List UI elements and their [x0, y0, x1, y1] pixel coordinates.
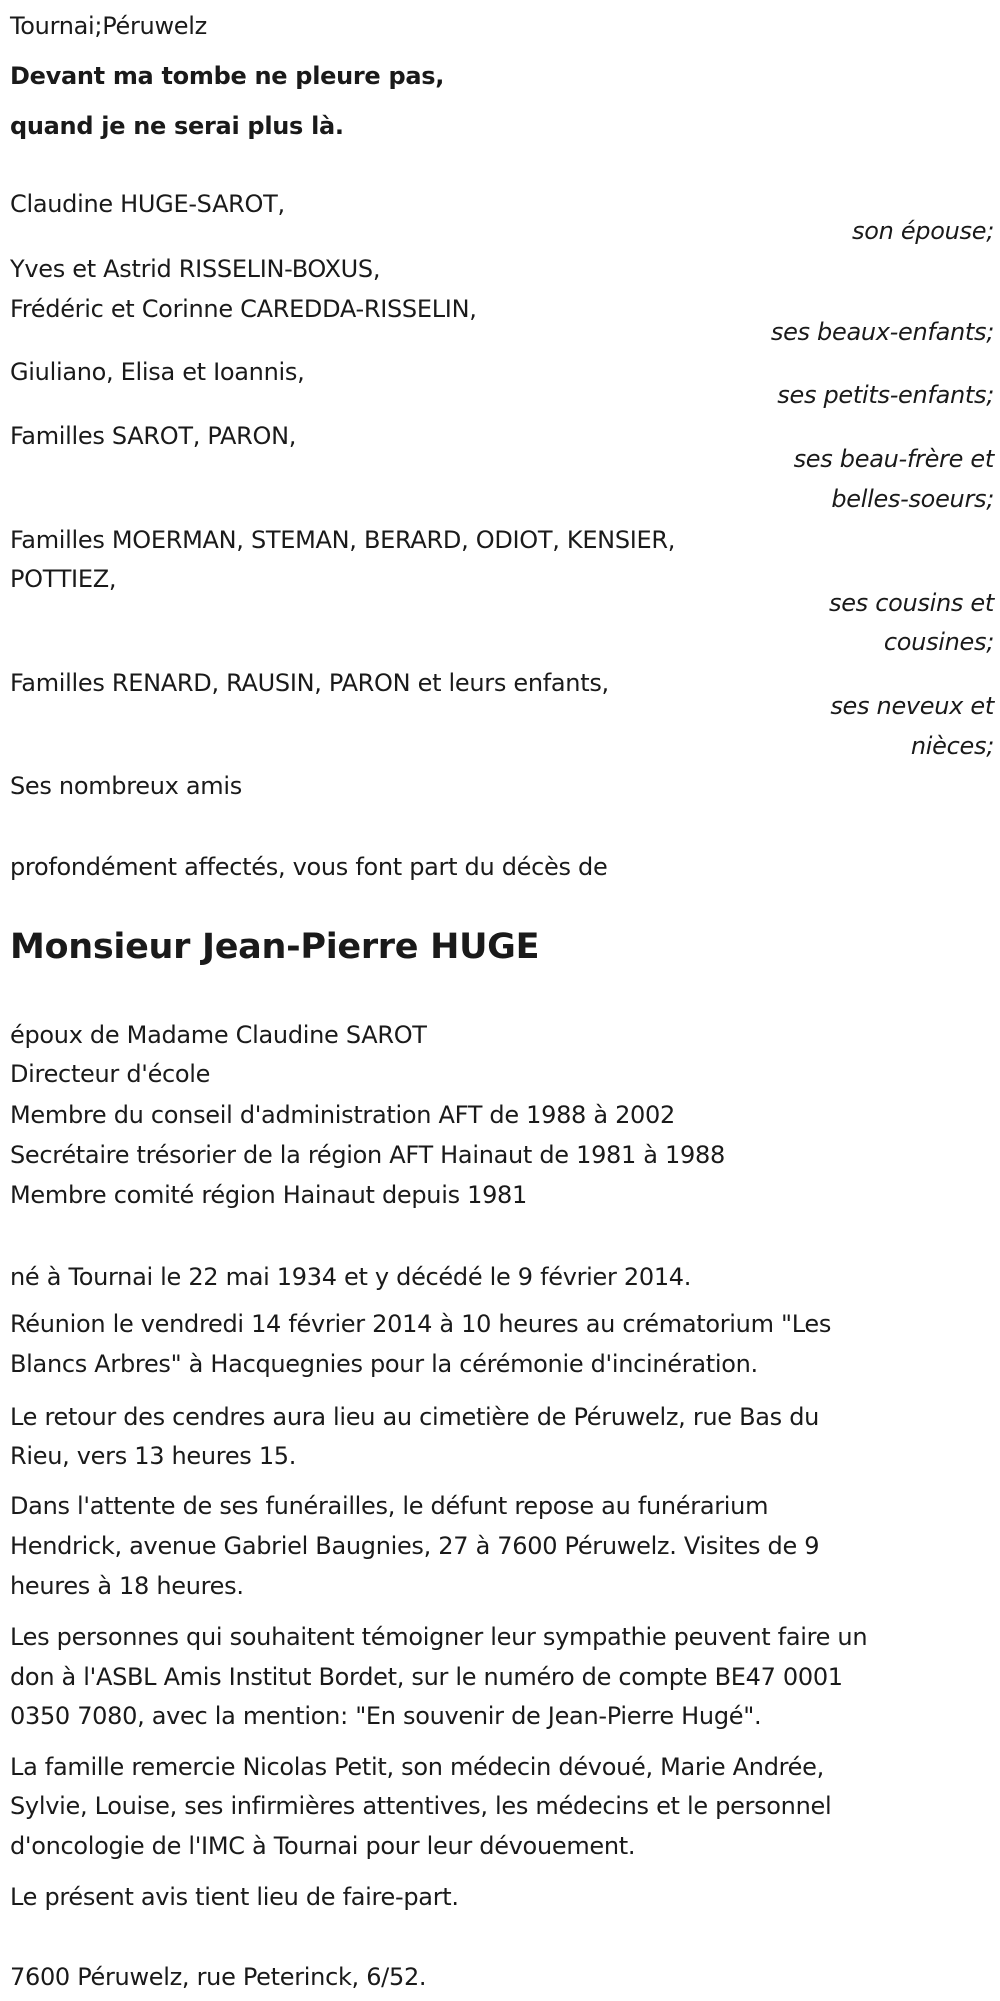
family-names: Claudine HUGE-SAROT,	[10, 190, 285, 218]
paragraph-line: heures à 18 heures.	[10, 1572, 244, 1600]
family-names: Familles SAROT, PARON,	[10, 422, 297, 450]
paragraph-line: Réunion le vendredi 14 février 2014 à 10 heures au crématorium "Les	[10, 1310, 832, 1338]
announcement: profondément affectés, vous font part du décès de	[10, 853, 608, 881]
birth-death: né à Tournai le 22 mai 1934 et y décédé le 9 février 2014.	[10, 1263, 692, 1291]
family-relation: cousines;	[883, 628, 994, 656]
paragraph-line: Le retour des cendres aura lieu au cimetière de Péruwelz, rue Bas du	[10, 1403, 820, 1431]
paragraph-line: Rieu, vers 13 heures 15.	[10, 1442, 297, 1470]
title-line: Membre comité région Hainaut depuis 1981	[10, 1181, 527, 1209]
family-relation: ses beaux-enfants;	[770, 318, 994, 346]
title-line: Membre du conseil d'administration AFT de 1988 à 2002	[10, 1101, 675, 1129]
poem-line: Devant ma tombe ne pleure pas,	[10, 62, 445, 90]
family-relation: nièces;	[910, 732, 994, 760]
family-names: Yves et Astrid RISSELIN-BOXUS,	[10, 255, 381, 283]
poem-line: quand je ne serai plus là.	[10, 112, 344, 140]
paragraph-line: 0350 7080, avec la mention: "En souvenir de Jean-Pierre Hugé".	[10, 1702, 762, 1730]
deceased-name: Monsieur Jean-Pierre HUGE	[10, 927, 540, 967]
family-relation: ses neveux et	[830, 692, 994, 720]
title-line: Directeur d'école	[10, 1060, 211, 1088]
family-names: Familles RENARD, RAUSIN, PARON et leurs enfants,	[10, 669, 609, 697]
family-relation: belles-soeurs;	[831, 485, 994, 513]
paragraph-line: Sylvie, Louise, ses infirmières attentives, les médecins et le personnel	[10, 1792, 832, 1820]
paragraph-line: Hendrick, avenue Gabriel Baugnies, 27 à 7600 Péruwelz. Visites de 9	[10, 1532, 820, 1560]
paragraph-line: don à l'ASBL Amis Institut Bordet, sur le numéro de compte BE47 0001	[10, 1663, 843, 1691]
family-names: Familles MOERMAN, STEMAN, BERARD, ODIOT, KENSIER,	[10, 526, 676, 554]
paragraph-line: Dans l'attente de ses funérailles, le défunt repose au funérarium	[10, 1492, 769, 1520]
title-line: époux de Madame Claudine SAROT	[10, 1021, 427, 1049]
family-relation: ses cousins et	[829, 589, 994, 617]
family-names: POTTIEZ,	[10, 565, 117, 593]
location: Tournai;Péruwelz	[10, 12, 207, 40]
paragraph-line: d'oncologie de l'IMC à Tournai pour leur dévouement.	[10, 1832, 636, 1860]
family-relation: ses beau-frère et	[793, 445, 994, 473]
paragraph-line: Les personnes qui souhaitent témoigner leur sympathie peuvent faire un	[10, 1623, 868, 1651]
family-names: Giuliano, Elisa et Ioannis,	[10, 358, 305, 386]
family-relation: ses petits-enfants;	[777, 381, 994, 409]
paragraph-line: La famille remercie Nicolas Petit, son médecin dévoué, Marie Andrée,	[10, 1753, 824, 1781]
family-names: Frédéric et Corinne CAREDDA-RISSELIN,	[10, 295, 477, 323]
title-line: Secrétaire trésorier de la région AFT Hainaut de 1981 à 1988	[10, 1141, 725, 1169]
friends: Ses nombreux amis	[10, 772, 242, 800]
paragraph-line: Le présent avis tient lieu de faire-part.	[10, 1883, 459, 1911]
address: 7600 Péruwelz, rue Peterinck, 6/52.	[10, 1963, 427, 1991]
family-relation: son épouse;	[852, 217, 994, 245]
paragraph-line: Blancs Arbres" à Hacquegnies pour la cérémonie d'incinération.	[10, 1350, 758, 1378]
